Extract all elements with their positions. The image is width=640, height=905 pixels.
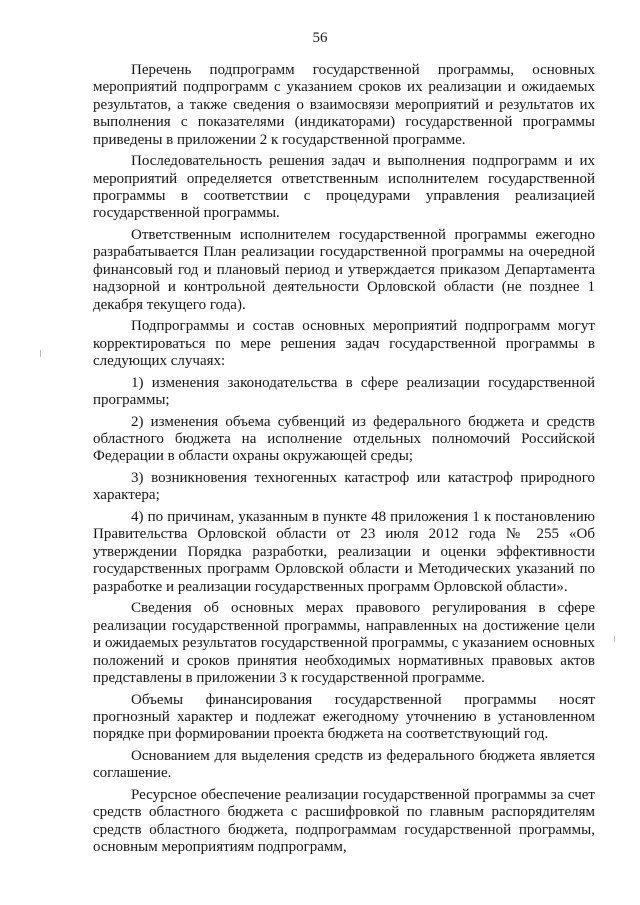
paragraph-annual-plan: Ответственным исполнителем государственной программы ежегодно разрабатывается План реализации государственной программы на очередной финансовый год и плановый период и утверждается приказом Департамента надзорной и контрольной деятельности Орловской области (не позднее 1 декабря текущего года). xyxy=(93,227,595,313)
list-item-legislation: 1) изменения законодательства в сфере реализации государственной программы; xyxy=(93,374,595,409)
paragraph-legal-regulation: Сведения об основных мерах правового регулирования в сфере реализации государственной программы, направленных на достижение цели и ожидаемых результатов государственной программы, с указанием основных положений и сроков принятия необходимых нормативных правовых актов представлены в приложении 3 к государственной программе. xyxy=(93,600,595,686)
list-item-disasters: 3) возникновения техногенных катастроф или катастроф природного характера; xyxy=(93,470,595,504)
paragraph-adjustment-cases: Подпрограммы и состав основных мероприятий подпрограмм могут корректироваться по мере решения задач государственной программы в следующих случаях: xyxy=(93,318,595,370)
paragraph-funding-volumes: Объемы финансирования государственной программы носят прогнозный характер и подлежат ежегодному уточнению в установленном порядке при формировании проекта бюджета на соответствующий год. xyxy=(93,691,595,743)
scan-artifact-left xyxy=(40,350,41,357)
paragraph-subprograms-list: Перечень подпрограмм государственной программы, основных мероприятий подпрограмм с указанием сроков их реализации и ожидаемых результатов, а также сведения о взаимосвязи мероприятий и результатов их выполнения с показателями (индикаторами) государственной программы приведены в приложении 2 к государственной программе. xyxy=(93,62,595,148)
list-item-subventions: 2) изменения объема субвенций из федерального бюджета и средств областного бюджета на исполнение отдельных полномочий Российской Федерации в области охраны окружающей среды; xyxy=(93,413,595,465)
paragraph-task-sequence: Последовательность решения задач и выполнения подпрограмм и их мероприятий определяется ответственным исполнителем государственной программы в соответствии с процедурами управления реализацией государственной программы. xyxy=(93,153,595,222)
document-body xyxy=(93,62,595,861)
paragraph-federal-basis: Основанием для выделения средств из федерального бюджета является соглашение. xyxy=(93,747,595,782)
page-number: 56 xyxy=(312,30,328,46)
paragraph-resource-provision: Ресурсное обеспечение реализации государственной программы за счет средств областного бюджета с расшифровкой по главным распорядителям средств областного бюджета, подпрограммам государственной программы, основным мероприятиям подпрограмм, xyxy=(93,786,595,856)
scan-artifact-right xyxy=(614,636,615,642)
list-item-other-reasons: 4) по причинам, указанным в пункте 48 приложения 1 к постановлению Правительства Орловской области от 23 июля 2012 года № 255 «Об утверждении Порядка разработки, реализации и оценки эффективности государственных программ Орловской области и Методических указаний по разработке и реализации государственных программ Орловской области». xyxy=(93,509,595,595)
